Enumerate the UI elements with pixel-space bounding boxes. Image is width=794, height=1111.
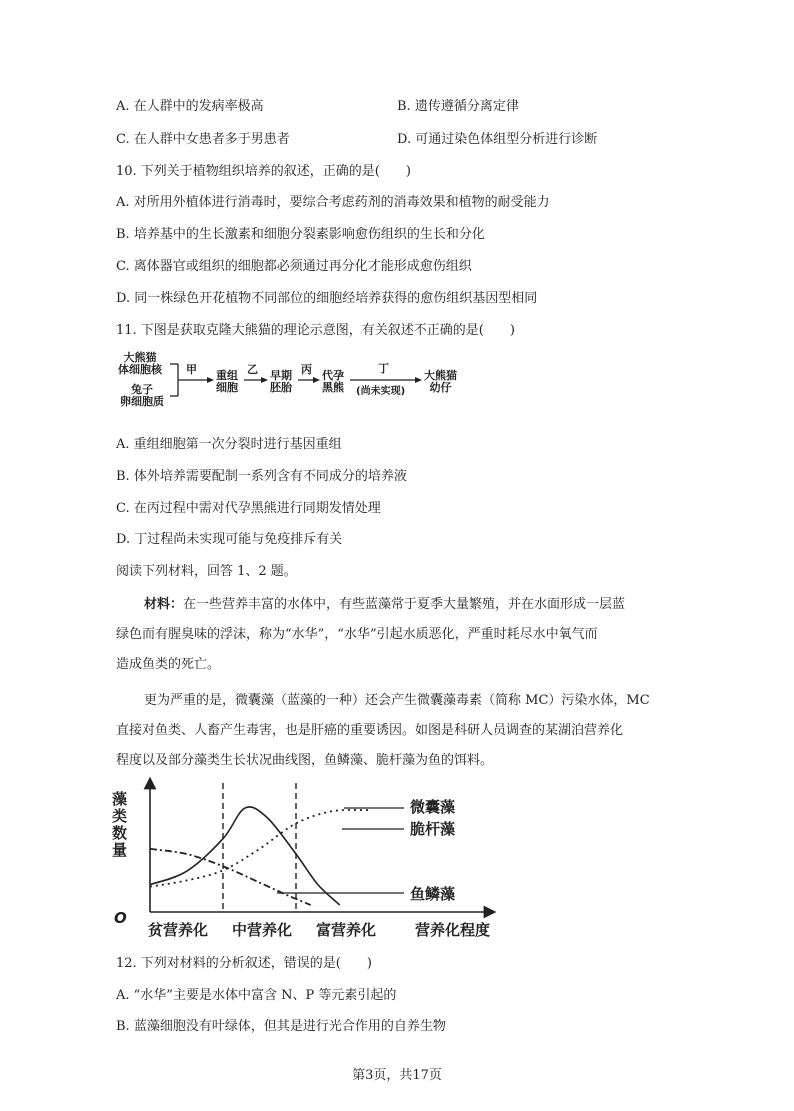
x-axis-label: 营养化程度 (415, 921, 491, 939)
recombinant-cell-label: 重组 细胞 (216, 369, 238, 394)
q9-option-d: D. 可通过染色体组型分析进行诊断 (397, 132, 598, 147)
material-para1-line1: 材料：在一些营养丰富的水体中，有些蓝藻常于夏季大量繁殖，并在水面形成一层蓝 (144, 597, 626, 612)
material-para2-line2: 直接对鱼类、人畜产生毒害，也是肝癌的重要诱因。如图是科研人员调查的某湖泊营养化 (116, 723, 624, 738)
step-bing-label: 丙 (301, 363, 312, 376)
q10-option-d: D. 同一株绿色开花植物不同部位的细胞经培养获得的愈伤组织基因型相同 (116, 291, 538, 306)
page-footer: 第3页，共17页 (352, 1068, 442, 1083)
cloning-flow-diagram (118, 350, 478, 410)
q10-option-a: A. 对所用外植体进行消毒时，要综合考虑药剂的消毒效果和植物的耐受能力 (116, 195, 550, 210)
panda-cub-label: 大熊猫 幼仔 (424, 369, 457, 394)
q11-option-b: B. 体外培养需要配制一系列含有不同成分的培养液 (116, 469, 407, 484)
reading-intro: 阅读下列材料，回答 1、2 题。 (116, 564, 297, 579)
algae-growth-chart (112, 775, 502, 945)
q12-option-b: B. 蓝藻细胞没有叶绿体，但其是进行光合作用的自养生物 (116, 1019, 446, 1034)
q11-option-a: A. 重组细胞第一次分裂时进行基因重组 (116, 437, 342, 452)
material-para2-line3: 程度以及部分藻类生长状况曲线图，鱼鳞藻、脆杆藻为鱼的饵料。 (116, 753, 494, 768)
series-weinangzao (150, 810, 369, 887)
q9-option-b: B. 遗传遵循分离定律 (397, 99, 519, 114)
step-yi-label: 乙 (247, 363, 258, 376)
q10-stem: 10. 下列关于植物组织培养的叙述，正确的是( ) (116, 164, 411, 179)
q10-option-c: C. 离体器官或组织的细胞都必须通过再分化才能形成愈伤组织 (116, 259, 472, 274)
not-realized-label: (尚未实现) (356, 386, 406, 397)
material-para2-line1: 更为严重的是，微囊藻（蓝藻的一种）还会产生微囊藻毒素（简称 MC）污染水体，MC (144, 693, 650, 708)
surrogate-bear-label: 代孕 黑熊 (322, 369, 344, 394)
legend-cuiganzao: 脆杆藻 (410, 820, 456, 838)
q12-stem: 12. 下列对材料的分析叙述，错误的是( ) (116, 956, 372, 971)
y-axis-label: 藻类数量 (112, 790, 128, 859)
series-cuiganzao (150, 807, 340, 905)
panda-nucleus-label: 大熊猫 体细胞核 (118, 351, 162, 376)
q9-option-c: C. 在人群中女患者多于男患者 (116, 132, 290, 147)
q11-option-c: C. 在丙过程中需对代孕黑熊进行同期发情处理 (116, 501, 381, 516)
step-ding-label: 丁 (378, 362, 389, 375)
material-label: 材料： (144, 597, 184, 612)
material-para1-line2: 绿色而有腥臭味的浮沫，称为“水华”，“水华”引起水质恶化，严重时耗尽水中氧气而 (116, 627, 598, 642)
step-jia-label: 甲 (186, 363, 197, 376)
rabbit-cytoplasm-label: 兔子 卵细胞质 (120, 383, 164, 408)
q10-option-b: B. 培养基中的生长激素和细胞分裂素影响愈伤组织的生长和分化 (116, 227, 485, 242)
q11-stem: 11. 下图是获取克隆大熊猫的理论示意图，有关叙述不正确的是( ) (116, 323, 515, 338)
legend-yulinzao: 鱼鳞藻 (410, 885, 456, 903)
material-para1-line3: 造成鱼类的死亡。 (116, 657, 221, 672)
x-tick-label-2: 富营养化 (316, 921, 377, 939)
x-tick-label-0: 贫营养化 (148, 921, 209, 939)
x-tick-label-1: 中营养化 (232, 921, 293, 939)
q11-option-d: D. 丁过程尚未实现可能与免疫排斥有关 (116, 532, 343, 547)
early-embryo-label: 早期 胚胎 (270, 369, 292, 394)
origin-label: O (114, 909, 127, 927)
q12-option-a: A. “水华”主要是水体中富含 N、P 等元素引起的 (116, 988, 397, 1003)
legend-weinangzao: 微囊藻 (410, 798, 456, 816)
q9-option-a: A. 在人群中的发病率极高 (116, 99, 264, 114)
